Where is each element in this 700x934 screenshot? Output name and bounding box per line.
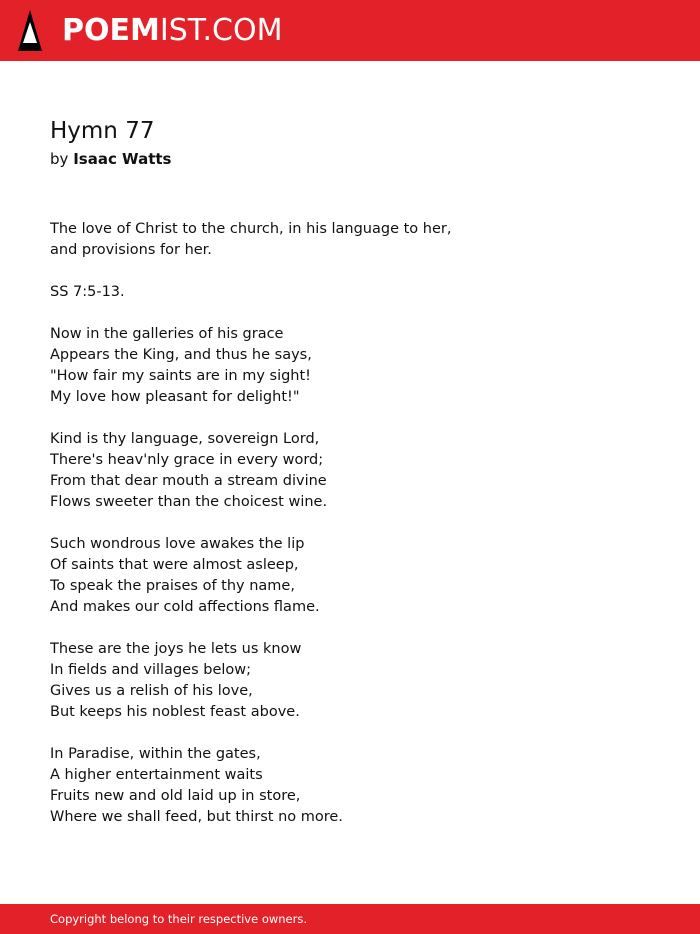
poem-stanza: SS 7:5-13. — [50, 284, 125, 300]
poem-stanza: Now in the galleries of his grace Appears the King, and thus he says, "How fair my saints are in my sight! My love how pleasant for delight!" — [50, 326, 312, 405]
poem-stanza: These are the joys he lets us know In fields and villages below; Gives us a relish of his love, But keeps his noblest feast above. — [50, 641, 302, 720]
poem-title: Hymn 77 — [50, 118, 155, 144]
poem-body — [50, 219, 670, 849]
site-logo[interactable] — [62, 13, 282, 49]
author-name: Isaac Watts — [73, 150, 172, 168]
copyright-text: Copyright belong to their respective owners. — [50, 912, 308, 926]
by-label: by — [50, 150, 69, 168]
site-footer — [0, 904, 700, 934]
logo-light-text: IST.COM — [159, 13, 283, 48]
poem-stanza: Such wondrous love awakes the lip Of saints that were almost asleep, To speak the praises of thy name, And makes our cold affections flame. — [50, 536, 320, 615]
pencil-tip-icon — [18, 10, 42, 51]
poem-stanza: Kind is thy language, sovereign Lord, There's heav'nly grace in every word; From that dear mouth a stream divine Flows sweeter than the choicest wine. — [50, 431, 328, 510]
logo-bold-text: POEM — [62, 13, 160, 48]
poem-stanza: The love of Christ to the church, in his language to her, and provisions for her. — [50, 221, 452, 258]
poem-stanza: In Paradise, within the gates, A higher entertainment waits Fruits new and old laid up in store, Where we shall feed, but thirst no more. — [50, 746, 343, 825]
byline — [50, 149, 171, 169]
site-header — [0, 0, 700, 61]
